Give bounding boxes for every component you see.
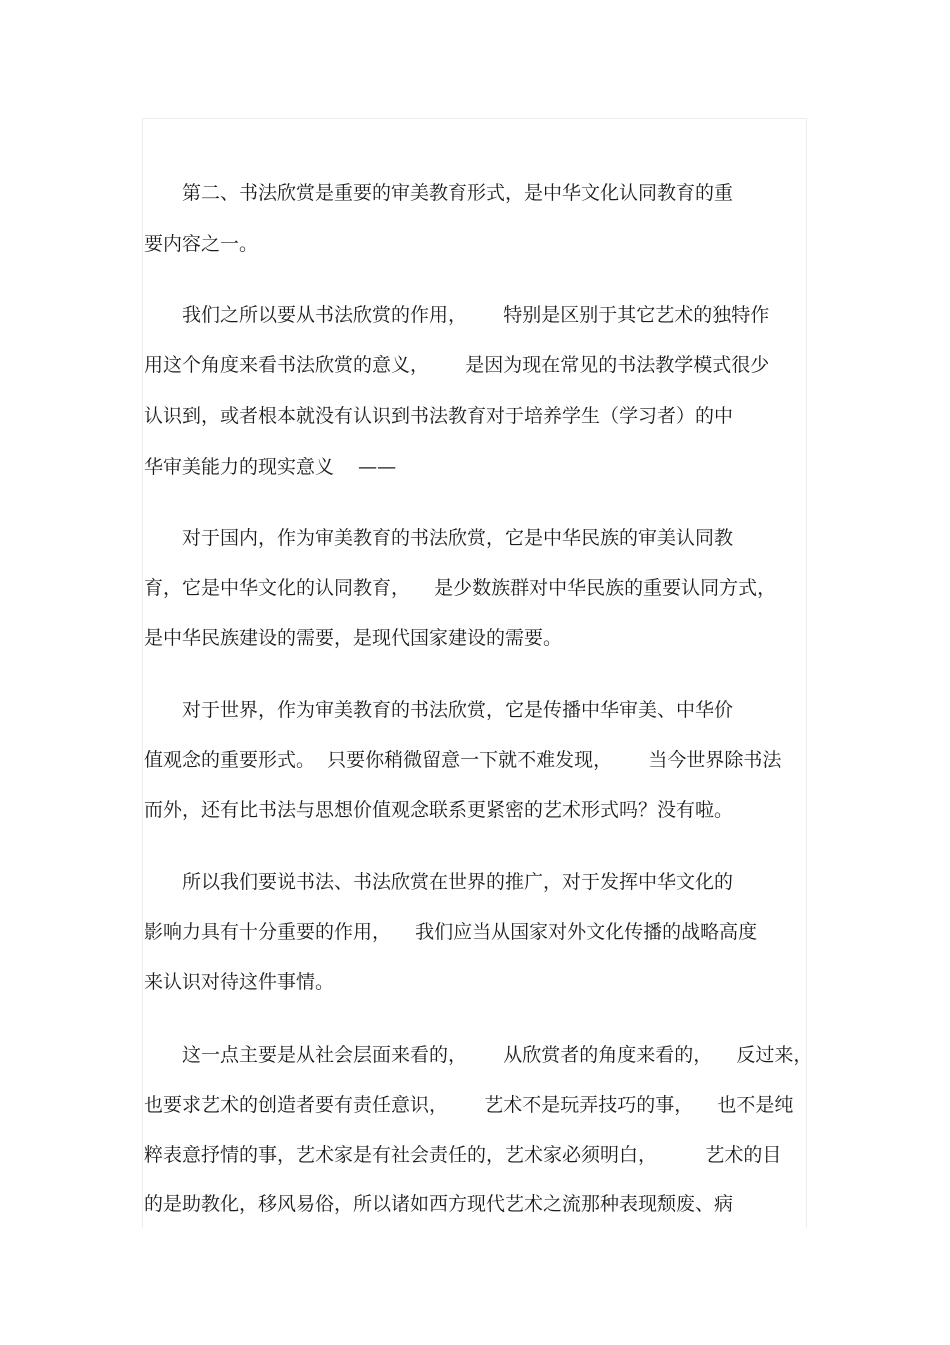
paragraph-3-line-1: 对于国内，作为审美教育的书法欣赏，它是中华民族的审美认同教 — [182, 527, 734, 549]
paragraph-3-line-3: 是中华民族建设的需要，是现代国家建设的需要。 — [144, 627, 563, 649]
paragraph-4-line-3: 而外，还有比书法与思想价值观念联系更紧密的艺术形式吗？没有啦。 — [144, 799, 734, 821]
paragraph-5-line-3: 来认识对待这件事情。 — [144, 971, 335, 993]
paragraph-4-line-2: 值观念的重要形式。 只要你稍微留意一下就不难发现， 当今世界除书法 — [144, 749, 782, 771]
paragraph-5-line-2: 影响力具有十分重要的作用， 我们应当从国家对外文化传播的战略高度 — [144, 921, 758, 943]
paragraph-3-line-2: 育，它是中华文化的认同教育， 是少数族群对中华民族的重要认同方式， — [144, 577, 777, 599]
paragraph-6-line-1: 这一点主要是从社会层面来看的， 从欣赏者的角度来看的， 反过来， — [182, 1044, 813, 1066]
paragraph-5-line-1: 所以我们要说书法、书法欣赏在世界的推广，对于发挥中华文化的 — [182, 871, 734, 893]
paragraph-4-line-1: 对于世界，作为审美教育的书法欣赏，它是传播中华审美、中华价 — [182, 699, 734, 721]
paragraph-6-line-3: 粹表意抒情的事，艺术家是有社会责任的，艺术家必须明白， 艺术的目 — [144, 1144, 782, 1166]
paragraph-1-line-1: 第二、书法欣赏是重要的审美教育形式，是中华文化认同教育的重 — [182, 182, 734, 204]
paragraph-2-line-1: 我们之所以要从书法欣赏的作用， 特别是区别于其它艺术的独特作 — [182, 304, 770, 326]
paragraph-6-line-4: 的是助教化，移风易俗，所以诸如西方现代艺术之流那种表现颓废、病 — [144, 1193, 734, 1215]
paragraph-2-line-3: 认识到，或者根本就没有认识到书法教育对于培养学生（学习者）的中 — [144, 405, 734, 427]
paragraph-2-line-4: 华审美能力的现实意义 —— — [144, 456, 397, 478]
paragraph-2-line-2: 用这个角度来看书法欣赏的意义， 是因为现在常见的书法教学模式很少 — [144, 354, 770, 376]
paragraph-6-line-2: 也要求艺术的创造者要有责任意识， 艺术不是玩弄技巧的事， 也不是纯 — [144, 1094, 794, 1116]
paragraph-1-line-2: 要内容之一。 — [144, 233, 259, 255]
